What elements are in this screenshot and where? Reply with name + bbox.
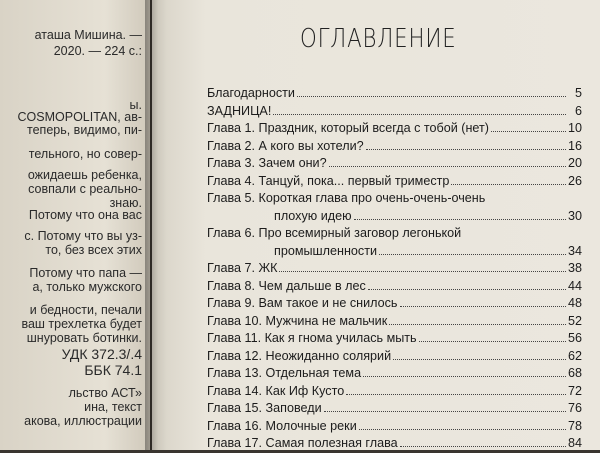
toc-page-number: 44 — [567, 278, 582, 293]
toc-entry-title: Глава 2. А кого вы хотели? — [207, 138, 364, 153]
toc-entry-title: Глава 6. Про всемирный заговор легонькой — [207, 226, 462, 240]
toc-entry-title: плохую идею — [274, 208, 352, 223]
toc-entry — [207, 173, 582, 191]
toc-entry-title: Глава 14. Как Иф Кусто — [207, 383, 345, 398]
left-page-text-line: ББК 74.1 — [84, 362, 142, 378]
toc-page-number: 16 — [567, 138, 582, 153]
left-page-text-line: аташа Мишина. — — [34, 28, 142, 42]
toc-dot-leader — [273, 103, 566, 114]
left-page-text-line: совпали с реально- — [28, 182, 142, 196]
toc-dot-leader — [393, 348, 566, 359]
toc-entry-title: Глава 15. Заповеди — [207, 401, 322, 415]
toc-entry-title: Глава 17. Самая полезная глава — [207, 436, 398, 450]
left-page-text-line: с. Потому что вы уз- — [24, 229, 142, 243]
toc-entry-title: Глава 8. Чем дальше в лес — [207, 278, 366, 293]
toc-entry — [207, 295, 582, 313]
left-page-text-line: ина, текст — [84, 400, 142, 414]
toc-entry-title: Глава 1. Праздник, который всегда с тобой (нет) — [207, 121, 489, 135]
toc-entry-title: Глава 5. Короткая глава про очень-очень-очень — [207, 191, 486, 205]
left-page-text-line: а, только мужского — [32, 280, 142, 294]
left-page-text-line: Потому что папа — — [29, 266, 142, 280]
toc-page-number: 5 — [574, 86, 582, 100]
toc-entry — [207, 103, 582, 121]
toc-dot-leader — [366, 138, 566, 149]
toc-page-number: 72 — [567, 383, 582, 398]
toc-page-number: 20 — [567, 156, 582, 170]
toc-page-number: 10 — [567, 121, 582, 135]
left-page-text-line: теперь, видимо, пи- — [27, 123, 142, 137]
toc-page-number: 38 — [567, 261, 582, 275]
toc-entry-title: Глава 10. Мужчина не мальчик — [207, 313, 388, 328]
toc-entry — [207, 260, 582, 278]
toc-entry-title: Глава 4. Танцуй, пока... первый триместр — [207, 173, 450, 188]
toc-entry — [207, 400, 582, 418]
toc-entry-title: Глава 11. Как я гнома училась мыть — [207, 331, 417, 345]
toc-dot-leader — [363, 366, 566, 377]
toc-entry-title: Глава 7. ЖК — [207, 261, 278, 275]
toc-entry — [207, 418, 582, 436]
page-gutter — [145, 0, 167, 450]
toc-page-number: 78 — [567, 418, 582, 433]
toc-page-number: 30 — [567, 208, 582, 223]
toc-page-number: 76 — [567, 401, 582, 415]
toc-dot-leader — [389, 313, 566, 324]
toc-dot-leader — [451, 173, 566, 184]
left-page-text-line: знаю. — [109, 196, 142, 210]
toc-dot-leader — [368, 278, 566, 289]
toc-page-number: 6 — [574, 103, 582, 118]
toc-dot-leader — [400, 436, 566, 447]
toc-dot-leader — [379, 243, 566, 254]
toc-page-number: 56 — [567, 331, 582, 345]
toc-entry-title: Благодарности — [207, 86, 295, 100]
toc-page-number: 84 — [567, 436, 582, 450]
toc-dot-leader — [346, 383, 566, 394]
toc-entry — [207, 120, 582, 138]
toc-entry-title: ЗАДНИЦА! — [207, 103, 272, 118]
left-page-text-line: ы. — [129, 98, 142, 112]
table-of-contents — [207, 85, 582, 453]
toc-entry — [207, 365, 582, 383]
toc-dot-leader — [279, 261, 566, 272]
toc-entry-title: Глава 13. Отдельная тема — [207, 366, 362, 380]
toc-page-number: 48 — [567, 296, 582, 310]
left-page-text-line: 2020. — 224 с.: — [53, 44, 142, 58]
left-page-text-line: ожидаешь ребенка, — [27, 168, 142, 182]
toc-entry — [207, 383, 582, 401]
toc-entry-title: промышленности — [274, 243, 378, 258]
left-page-text-line: Потому что она вас — [28, 208, 142, 222]
toc-entry-title: Глава 3. Зачем они? — [207, 156, 327, 170]
left-page-text-line: акова, иллюстрации — [24, 414, 142, 428]
toc-entry — [207, 190, 582, 225]
toc-entry — [207, 85, 582, 103]
left-page — [0, 0, 150, 450]
toc-entry — [207, 138, 582, 156]
toc-entry — [207, 155, 582, 173]
toc-page-number: 34 — [567, 243, 582, 258]
toc-dot-leader — [297, 86, 566, 97]
left-page-text-line: и бедности, печали — [29, 303, 142, 317]
toc-dot-leader — [324, 401, 566, 412]
left-page-text-line: COSMOPOLITAN, ав- — [17, 110, 142, 124]
left-page-text-line: льство АСТ» — [68, 386, 142, 400]
toc-page-number: 62 — [567, 348, 582, 363]
left-page-text-line: шнуровать ботинки. — [26, 331, 142, 345]
toc-page-number: 52 — [567, 313, 582, 328]
toc-dot-leader — [329, 156, 566, 167]
right-page — [152, 0, 600, 450]
toc-dot-leader — [491, 121, 566, 132]
left-page-text-line: УДК 372.3/.4 — [61, 346, 142, 362]
toc-entry — [207, 348, 582, 366]
toc-heading: ОГЛАВЛЕНИЕ — [300, 24, 457, 54]
left-page-text-line: тельного, но совер- — [28, 147, 142, 161]
toc-page-number: 26 — [567, 173, 582, 188]
toc-entry — [207, 330, 582, 348]
toc-dot-leader — [419, 331, 566, 342]
toc-dot-leader — [359, 418, 566, 429]
left-page-text-line: ваш трехлетка будет — [21, 317, 142, 331]
toc-entry — [207, 313, 582, 331]
toc-entry — [207, 225, 582, 260]
toc-entry-title: Глава 16. Молочные реки — [207, 418, 357, 433]
toc-entry-title: Глава 12. Неожиданно солярий — [207, 348, 392, 363]
left-page-text-line: то, без всех этих — [45, 243, 142, 257]
toc-dot-leader — [354, 208, 566, 219]
toc-entry — [207, 278, 582, 296]
toc-entry-title: Глава 9. Вам такое и не снилось — [207, 296, 398, 310]
toc-dot-leader — [400, 296, 566, 307]
toc-page-number: 68 — [567, 366, 582, 380]
